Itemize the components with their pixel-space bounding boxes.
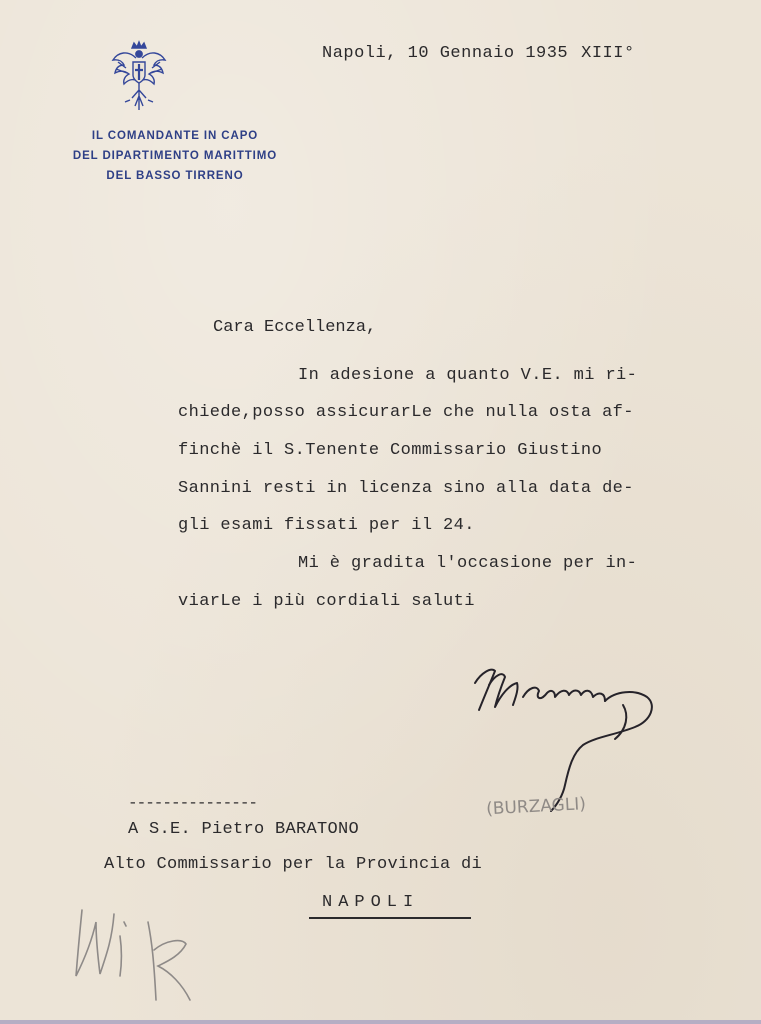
dateline [322,44,648,63]
body-line: finchè il S.Tenente Commissario Giustino [178,441,603,460]
pencil-initials-mark [70,900,210,1010]
place-date: Napoli, 10 Gennaio 1935 [322,44,569,63]
pencil-annotation-burzagli [482,782,657,824]
recipient-city: NAPOLI [322,893,420,912]
letterhead [55,126,295,186]
body-line: chiede,posso assicurarLe che nulla osta af- [178,403,634,422]
recipient-line-1: A S.E. Pietro BARATONO [128,820,360,839]
body-line: Mi è gradita l'occasione per in- [298,554,638,573]
body-line: viarLe i più cordiali saluti [178,592,475,611]
body-line: gli esami fissati per il 24. [178,516,475,535]
recipient-line-2: Alto Commissario per la Provincia di [104,855,483,874]
svg-text:(BURZAGLI): (BURZAGLI) [485,794,587,820]
separator-rule: --------------- [128,794,258,812]
salutation: Cara Eccellenza, [213,318,377,337]
letterhead-line-3: DEL BASSO TIRRENO [106,170,244,182]
letterhead-line-2: DEL DIPARTIMENTO MARITTIMO [72,150,278,162]
royal-eagle-crest-icon [110,40,168,114]
body-line: In adesione a quanto V.E. mi ri- [298,366,638,385]
page-bottom-edge [0,1020,761,1024]
letterhead-line-1: IL COMANDANTE IN CAPO [91,130,259,142]
fascist-era-year: XIII° [581,44,635,63]
city-underline [309,917,471,919]
body-line: Sannini resti in licenza sino alla data de- [178,479,634,498]
